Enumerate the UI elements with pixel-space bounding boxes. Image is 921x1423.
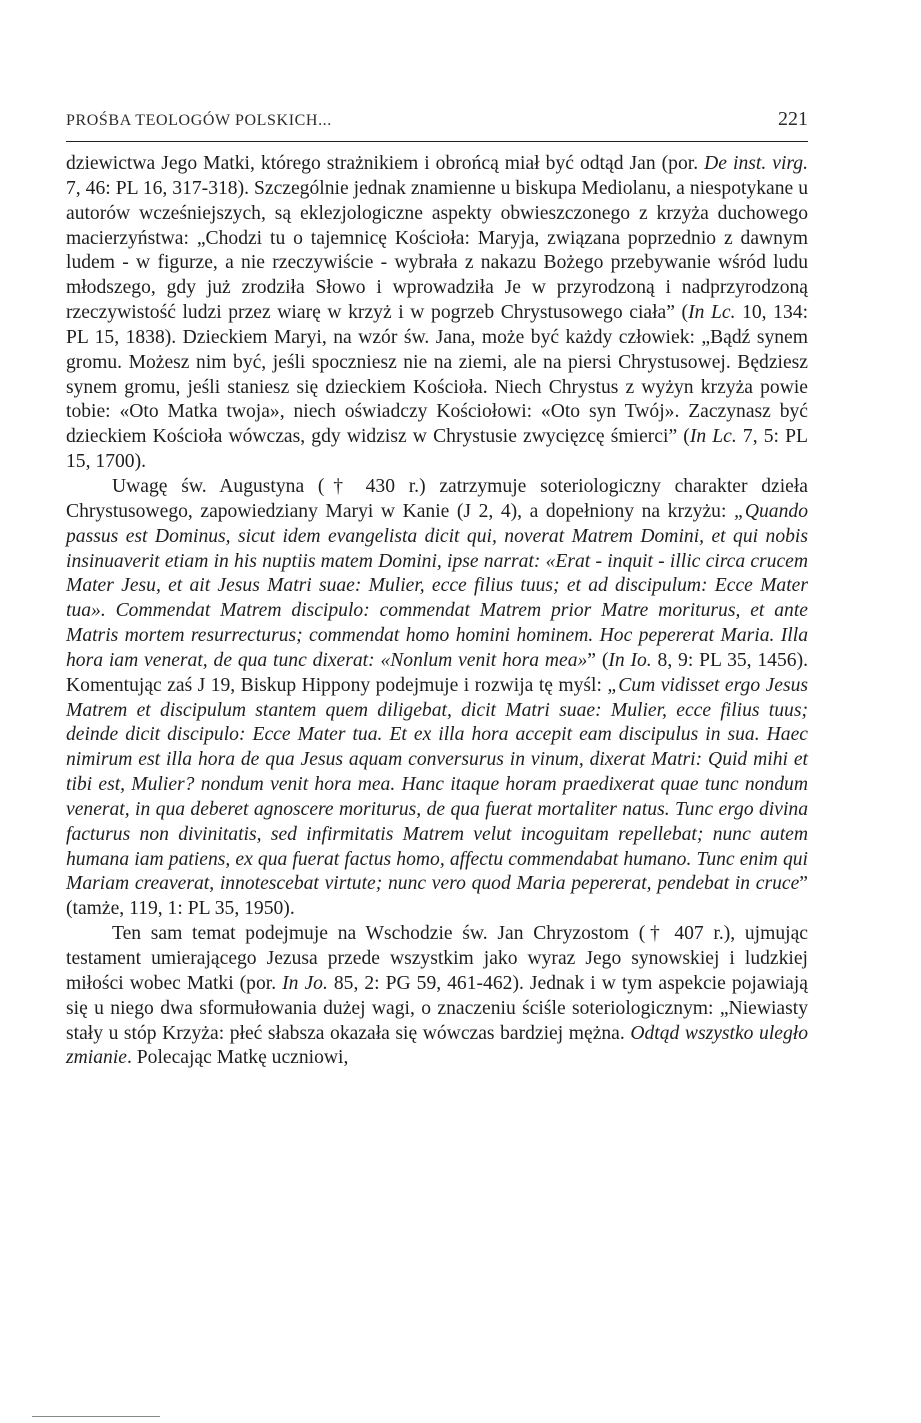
citation-italic: In Io. [608,649,652,671]
citation-italic: In Lc. [689,426,737,448]
latin-quote: „Quando passus est Dominus, sicut idem evangelista dicit qui, noverat Matrem Domini, et qui nobis insinuaverit etiam in his nuptiis matem Domini, ipse narrat: «Erat - inquit - illic circa crucem Mater Jesu, et ait Jesus Matri suae: Mulier, ecce filius tuus; et ad discipulum: Ecce Mater tua». Commendat Matrem discipulo: commendat Matrem prior Matre moriturus, et ante Matris mortem resurrecturus; commendat homo homini hominem. Hoc pepererat Maria. Illa hora iam venerat, de qua tunc dixerat: «Nonlum venit hora mea» [66,500,808,671]
text-run: 8, 9: PL 35, 1456). Komentując zaś J 19, Biskup Hippony podejmuje i rozwija tę myśl: [66,649,808,696]
page-number: 221 [778,108,808,130]
text-run: 85, 2: PG 59, 461-462). Jednak i w tym aspekcie pojawiają się u niego dwa sformułowania dużej wagi, o znaczeniu ściśle soteriologicznym: „Niewiasty stały u stóp Krzyża: płeć słabsza okazała się wówczas bardziej mężna. [66,972,808,1044]
text-run: ” ( [587,649,609,671]
citation-italic: In Jo. [282,972,328,994]
text-run: dziewictwa Jego Matki, którego strażnikiem i obrońcą miał być odtąd Jan (por. [66,153,705,174]
header-rule [66,141,808,142]
paragraph-1 [66,152,808,475]
running-title: PROŚBA TEOLOGÓW POLSKICH... [66,112,332,129]
citation-italic: In Lc. [688,302,736,324]
body-text [66,152,808,1071]
footer-rule [32,1416,160,1417]
latin-quote: „Cum vidisset ergo Jesus Matrem et discipulum stantem quem diligebat, dicit Matri suae: Mulier, ecce filius tuus; deinde dicit discipulo: Ecce Mater tua. Et ex illa hora accepit eam discipulus in sua. Haec nimirum est illa hora de qua Jesus aquam conversurus in vinum, dixerat Matri: Quid mihi et tibi est, Mulier? nondum venit hora mea. Hanc itaque horam praedixerat quae tunc nondum venerat, in qua deberet agnoscere moriturus, de qua fuerat mortaliter natus. Tunc ergo divina facturus non divinitatis, sed infirmitatis Matrem velut incoguitam repellebat; nunc autem humana iam patiens, ex qua fuerat factus homo, affectu commendabat humano. Tunc enim qui Mariam creaverat, innotescebat virtute; nunc vero quod Maria pepererat, pendebat in cruce [66,674,808,895]
emphasis-italic: Odtąd wszystko uległo zmianie [66,1022,808,1069]
text-run: ” (tamże, 119, 1: PL 35, 1950). [66,873,808,920]
text-run: . Polecając Matkę uczniowi, [126,1047,349,1069]
paragraph-2 [66,475,808,922]
text-run: 7, 46: PL 16, 317-318). Szczególnie jednak znamienne u biskupa Mediolanu, a niespotykane u autorów wcześniejszych, są eklezjologiczne aspekty obwieszczonego z krzyża duchowego macierzyństwa: „Chodzi tu o tajemnicę Kościoła: Maryja, związana poprzednio z dawnym ludem - w figurze, a nie rzeczywiście - wybrała z nakazu Bożego przebywanie wśród ludu młodszego, gdy już zrodziła Słowo i wprowadziła Je w przyrodzoną i nadprzyrodzoną rzeczywistość ludzi przez wiarę w krzyż i w pogrzeb Chrystusowego ciała” ( [66,177,808,324]
text-run: 10, 134: PL 15, 1838). Dzieckiem Maryi, na wzór św. Jana, może być każdy człowiek: „Bądź synem gromu. Możesz nim być, jeśli spoczniesz nie na ziemi, ale na piersi Chrystusowej. Będziesz synem gromu, jeśli staniesz się dzieckiem Kościoła. Niech Chrystus z wyżyn krzyża powie tobie: «Oto Matka twoja», niech oświadczy Kościołowi: «Oto syn Twój». Zaczynasz być dzieckiem Kościoła wówczas, gdy widzisz w Chrystusie zwycięzcę śmierci” ( [66,302,809,448]
text-run: 7, 5: PL 15, 1700). [66,426,809,473]
paragraph-3 [66,922,808,1071]
text-run: Ten sam temat podejmuje na Wschodzie św. Jan Chryzostom († 407 r.), ujmując testament umierającego Jezusa przede wszystkim jako wyraz Jego synowskiej i ludzkiej miłości wobec Matki (por. [66,923,808,994]
running-header [66,108,808,131]
text-run: Uwagę św. Augustyna († 430 r.) zatrzymuje soteriologiczny charakter dzieła Chrystusowego, zapowiedziany Maryi w Kanie (J 2, 4), a dopełniony na krzyżu: [66,475,808,522]
citation-italic: De inst. virg. [704,153,808,174]
